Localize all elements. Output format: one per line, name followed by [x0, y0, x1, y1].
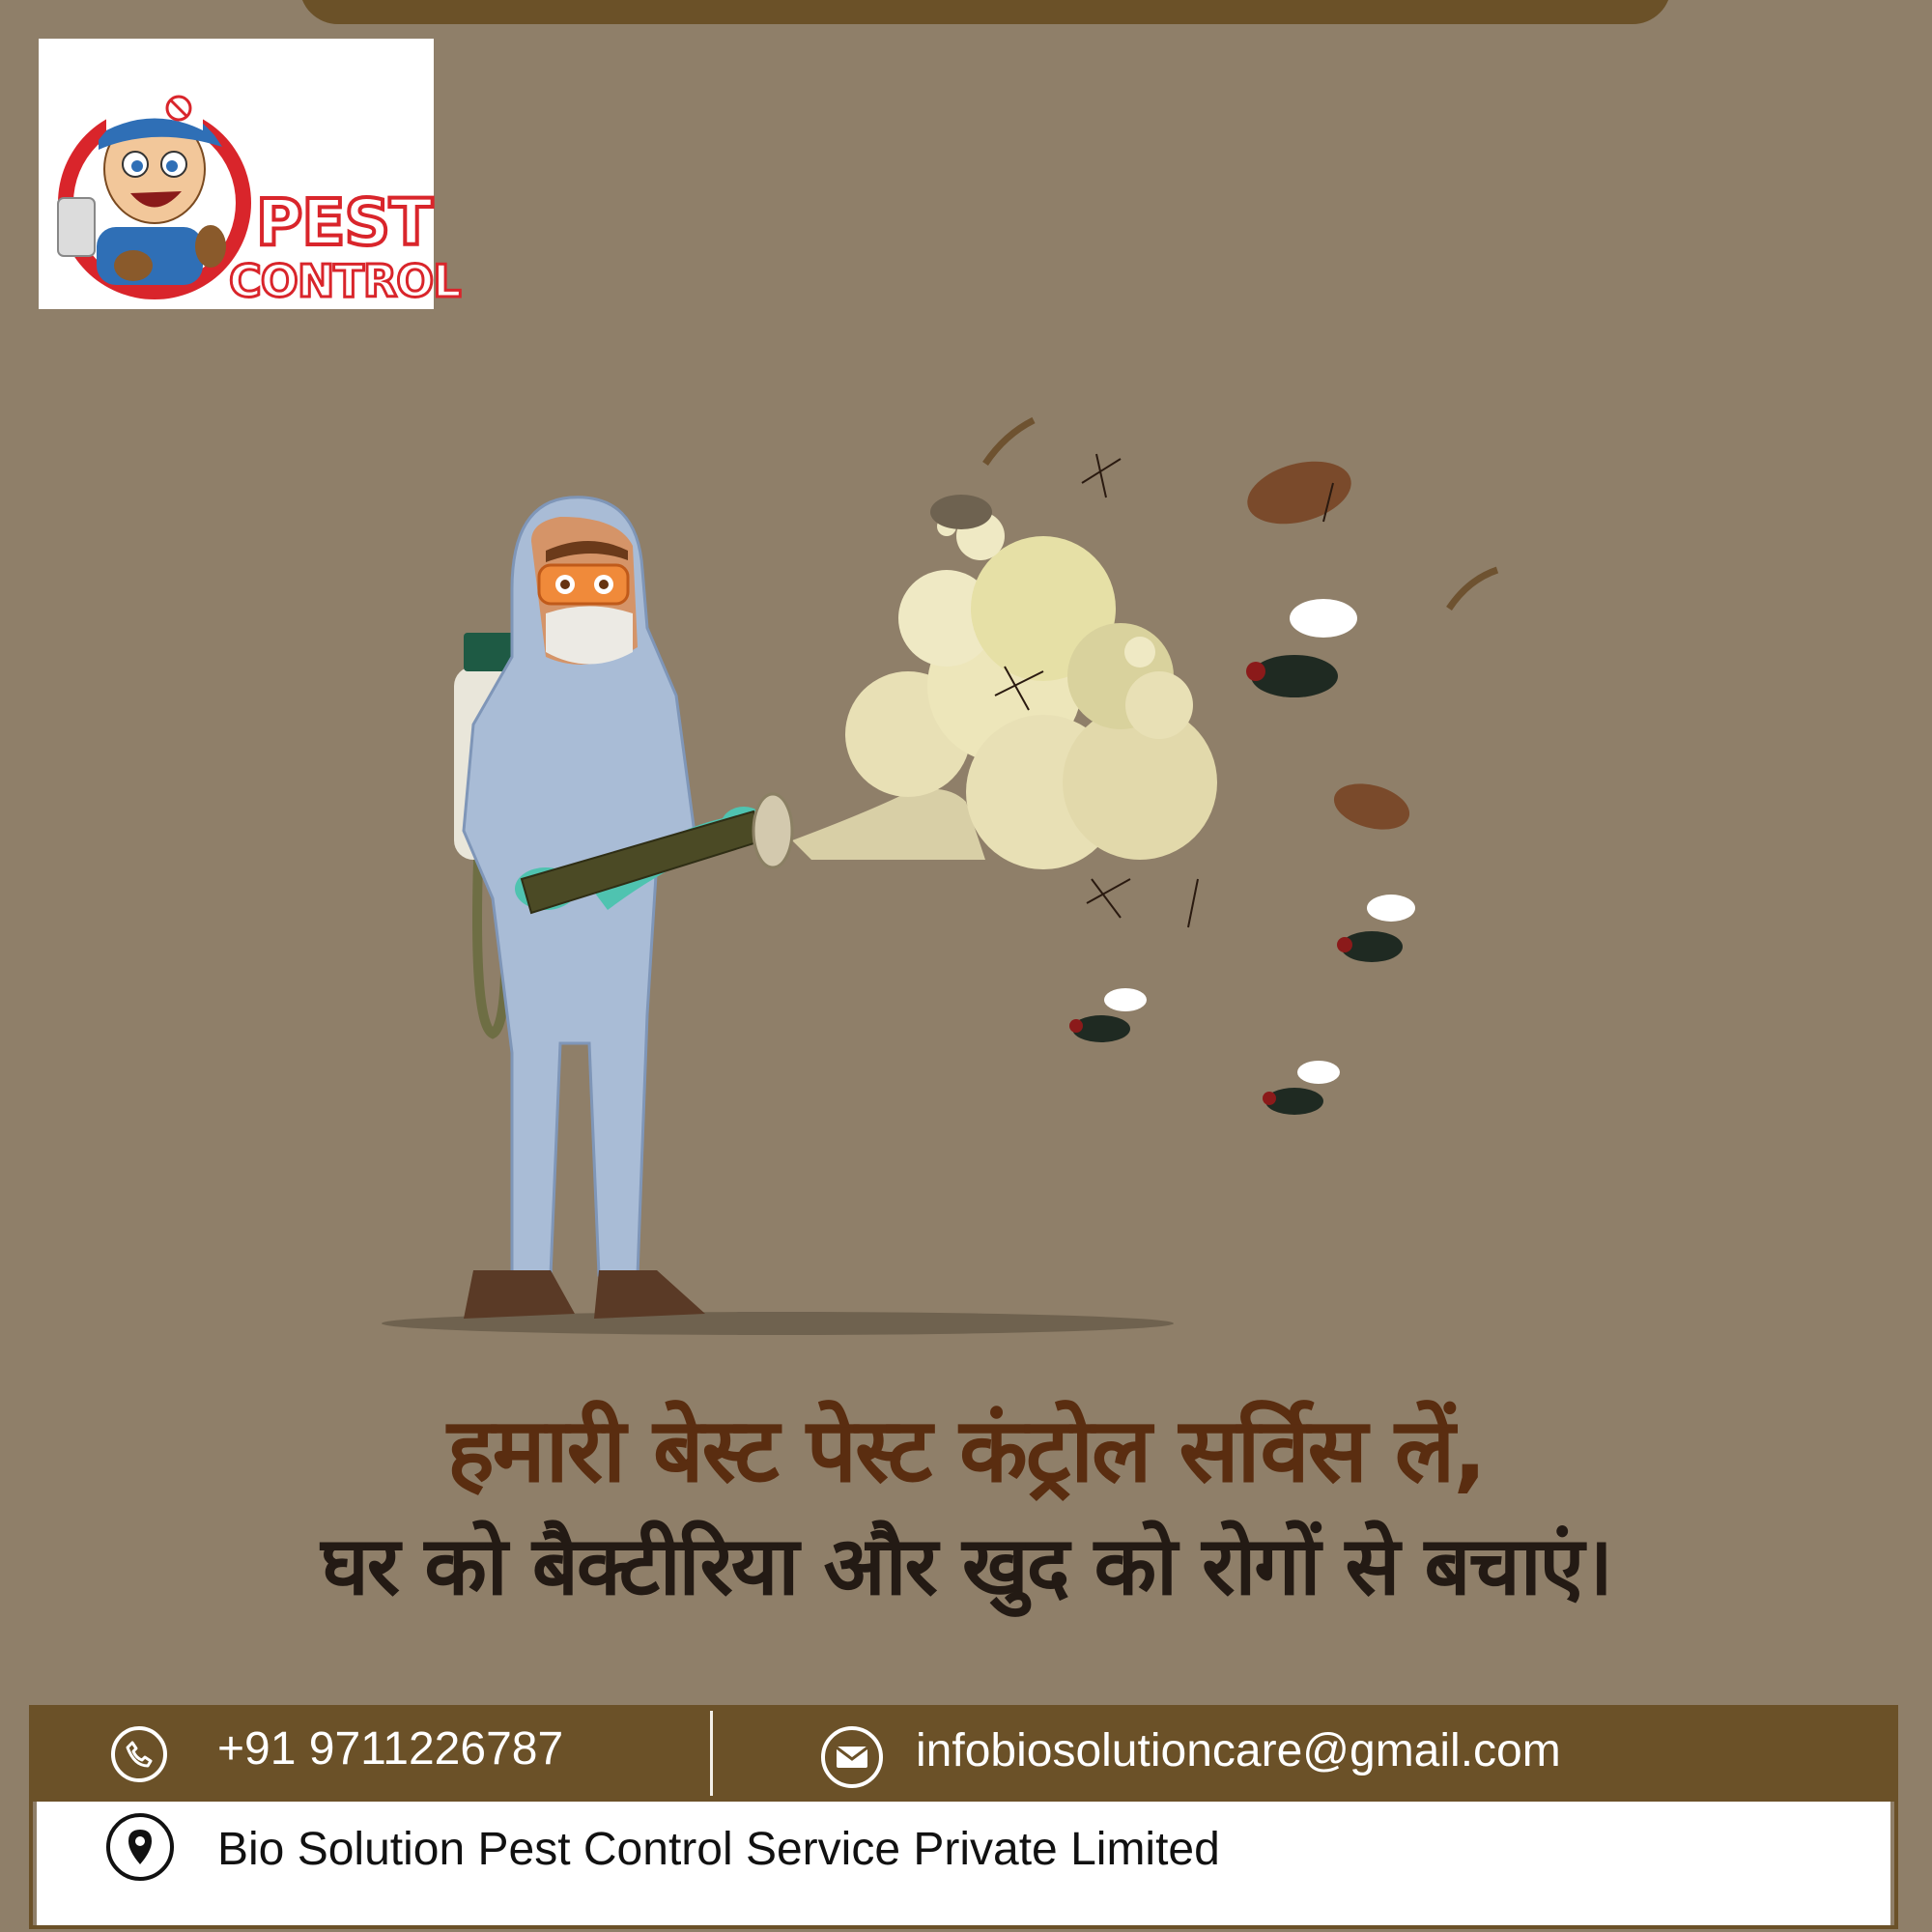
- phone-icon: [111, 1726, 167, 1782]
- phone-number[interactable]: +91 9711226787: [217, 1723, 564, 1775]
- envelope-icon: [821, 1726, 883, 1788]
- company-address: Bio Solution Pest Control Service Private Limited: [217, 1824, 1220, 1875]
- email-address[interactable]: infobiosolutioncare@gmail.com: [916, 1725, 1561, 1776]
- pest-control-logo: [39, 39, 461, 309]
- pest-control-illustration: [367, 377, 1575, 1347]
- top-banner-bar: [299, 0, 1671, 24]
- headline-hindi: हमारी बेस्ट पेस्ट कंट्रोल सर्विस लें,: [446, 1399, 1486, 1502]
- location-pin-icon: [106, 1813, 174, 1881]
- contact-footer: [29, 1705, 1898, 1929]
- contact-divider: [710, 1711, 713, 1796]
- logo-text-pest: PEST: [256, 185, 433, 260]
- subline-hindi: घर को बैक्टीरिया और खुद को रोगों से बचाएं।: [321, 1519, 1611, 1613]
- logo-text-control: CONTROL: [229, 255, 461, 307]
